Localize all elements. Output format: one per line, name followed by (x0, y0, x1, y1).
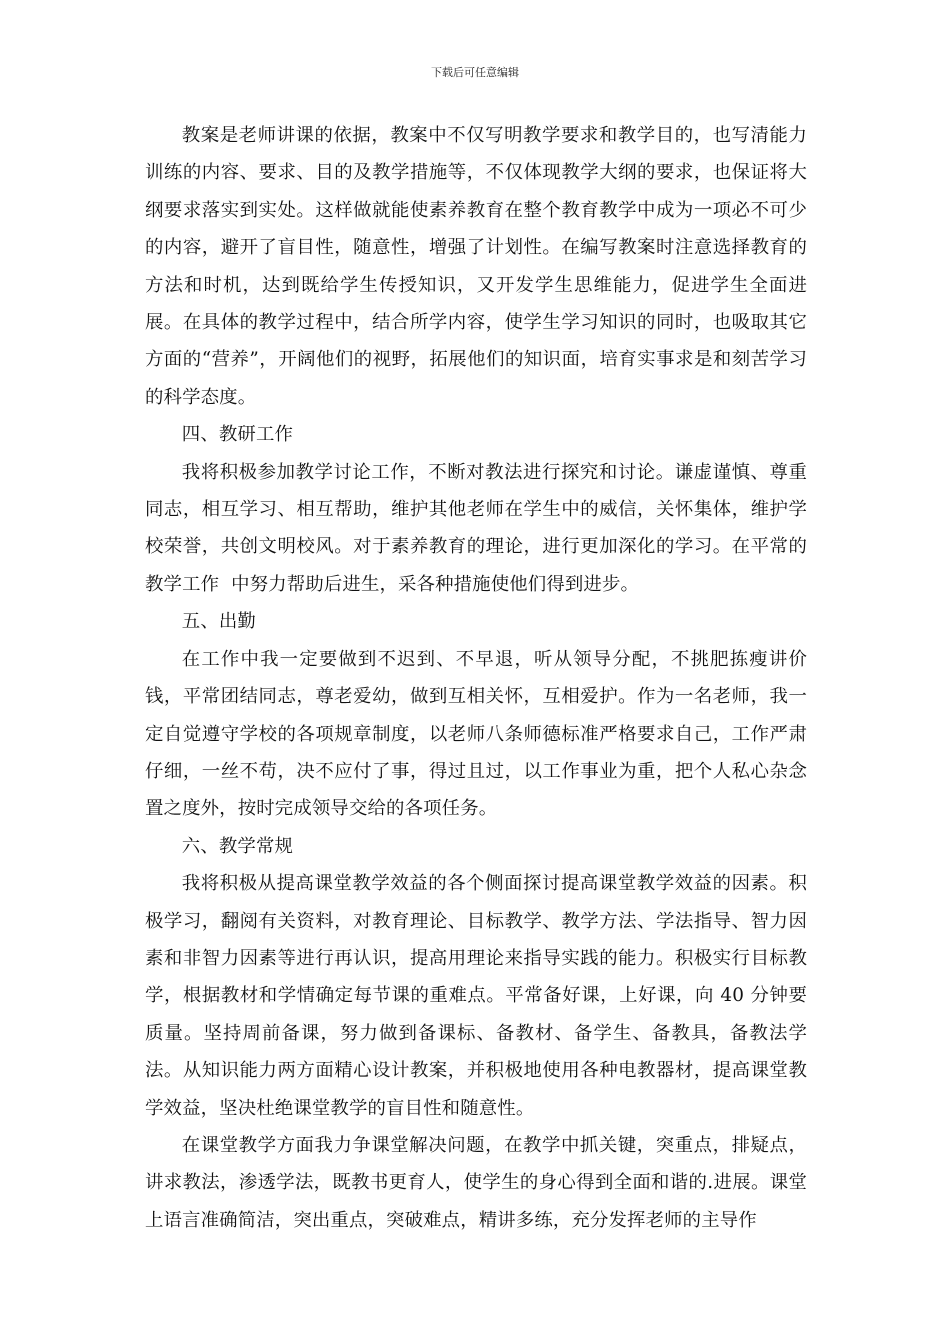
paragraph-research: 我将积极参加教学讨论工作，不断对教法进行探究和讨论。谦虚谨慎、尊重同志，相互学习、相互帮助，维护其他老师在学生中的威信，关怀集体，维护学校荣誉，共创文明校风。对于素养教育的理论，进行更加深化的学习。在平常的教学工作 中努力帮助后进生，采各种措施使他们得到进步。 (145, 461, 807, 595)
document-body (145, 117, 807, 1239)
section-heading-research: 四、教研工作 (181, 424, 294, 446)
section-heading-attendance: 五、出勤 (181, 611, 256, 633)
paragraph-attendance: 在工作中我一定要做到不迟到、不早退，听从领导分配，不挑肥拣瘦讲价钱，平常团结同志，尊老爱幼，做到互相关怀，互相爱护。作为一名老师，我一定自觉遵守学校的各项规章制度，以老师八条师德标准严格要求自己，工作严肃仔细，一丝不苟，决不应付了事，得过且过，以工作事业为重，把个人私心杂念置之度外，按时完成领导交给的各项任务。 (145, 648, 807, 820)
paragraph-classroom: 在课堂教学方面我力争课堂解决问题，在教学中抓关键，突重点，排疑点，讲求教法，渗透学法，既教书更育人，使学生的身心得到全面和谐的.进展。课堂上语言准确简洁，突出重点，突破难点，精讲多练，充分发挥老师的主导作 (145, 1134, 807, 1231)
page-header: 下载后可任意编辑 (431, 66, 519, 79)
paragraph-routine: 我将积极从提高课堂教学效益的各个侧面探讨提高课堂教学效益的因素。积极学习，翻阅有关资料，对教育理论、目标教学、教学方法、学法指导、智力因素和非智力因素等进行再认识，提高用理论来指导实践的能力。积极实行目标教学，根据教材和学情确定每节课的重难点。平常备好课，上好课，向 40 分钟要质量。坚持周前备课，努力做到备课标、备教材、备学生、备教具，备教法学法。从知识能力两方面精心设计教案，并积极地使用各种电教器材，提高课堂教学效益，坚决杜绝课堂教学的盲目性和随意性。 (145, 873, 807, 1119)
paragraph-lesson-plan: 教案是老师讲课的依据，教案中不仅写明教学要求和教学目的，也写清能力训练的内容、要求、目的及教学措施等，不仅体现教学大纲的要求，也保证将大纲要求落实到实处。这样做就能使素养教育在整个教育教学中成为一项必不可少的内容，避开了盲目性，随意性，增强了计划性。在编写教案时注意选择教育的方法和时机，达到既给学生传授知识，又开发学生思维能力，促进学生全面进展。在具体的教学过程中，结合所学内容，使学生学习知识的同时，也吸取其它方面的“营养”，开阔他们的视野，拓展他们的知识面，培育实事求是和刻苦学习的科学态度。 (145, 125, 807, 408)
section-heading-routine: 六、教学常规 (181, 835, 294, 857)
